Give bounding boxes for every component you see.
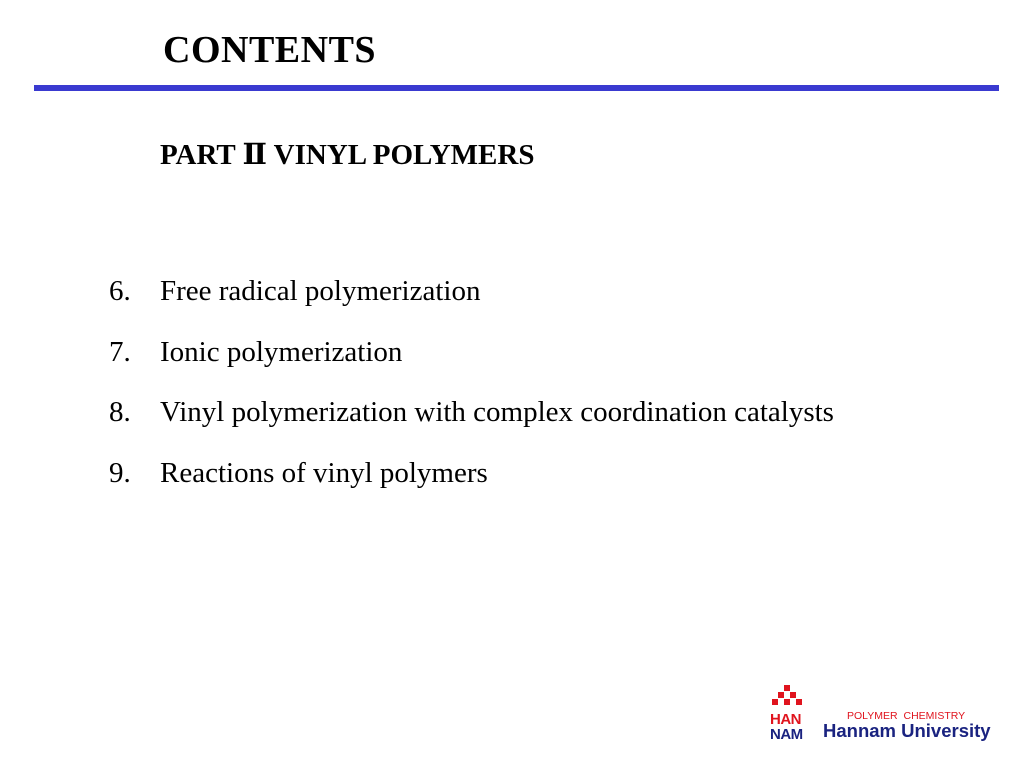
part-heading: PART Ⅱ VINYL POLYMERS: [160, 139, 535, 171]
university-logo: [769, 684, 999, 744]
item-number: 9.: [109, 456, 131, 489]
list-item: [109, 452, 834, 513]
logo-mark-bottom-text: NAM: [770, 726, 803, 743]
item-text: Ionic polymerization: [160, 335, 403, 368]
contents-list: [109, 270, 834, 512]
item-text: Vinyl polymerization with complex coordination catalysts: [160, 396, 834, 428]
logo-subtitle: POLYMER CHEMISTRY: [847, 710, 966, 722]
list-item: [109, 391, 834, 452]
item-number: 7.: [109, 335, 131, 368]
item-text: Reactions of vinyl polymers: [160, 456, 488, 489]
list-item: [109, 331, 834, 392]
title-underline: [34, 85, 999, 91]
item-number: 6.: [109, 275, 131, 307]
slide-title: CONTENTS: [163, 29, 377, 71]
item-text: Free radical polymerization: [160, 275, 481, 307]
list-item: [109, 270, 834, 331]
logo-university-name: Hannam University: [823, 720, 991, 741]
logo-mark-top-text: HAN: [770, 711, 801, 728]
stepped-pyramid-logo-icon: [769, 684, 809, 712]
item-number: 8.: [109, 396, 131, 428]
